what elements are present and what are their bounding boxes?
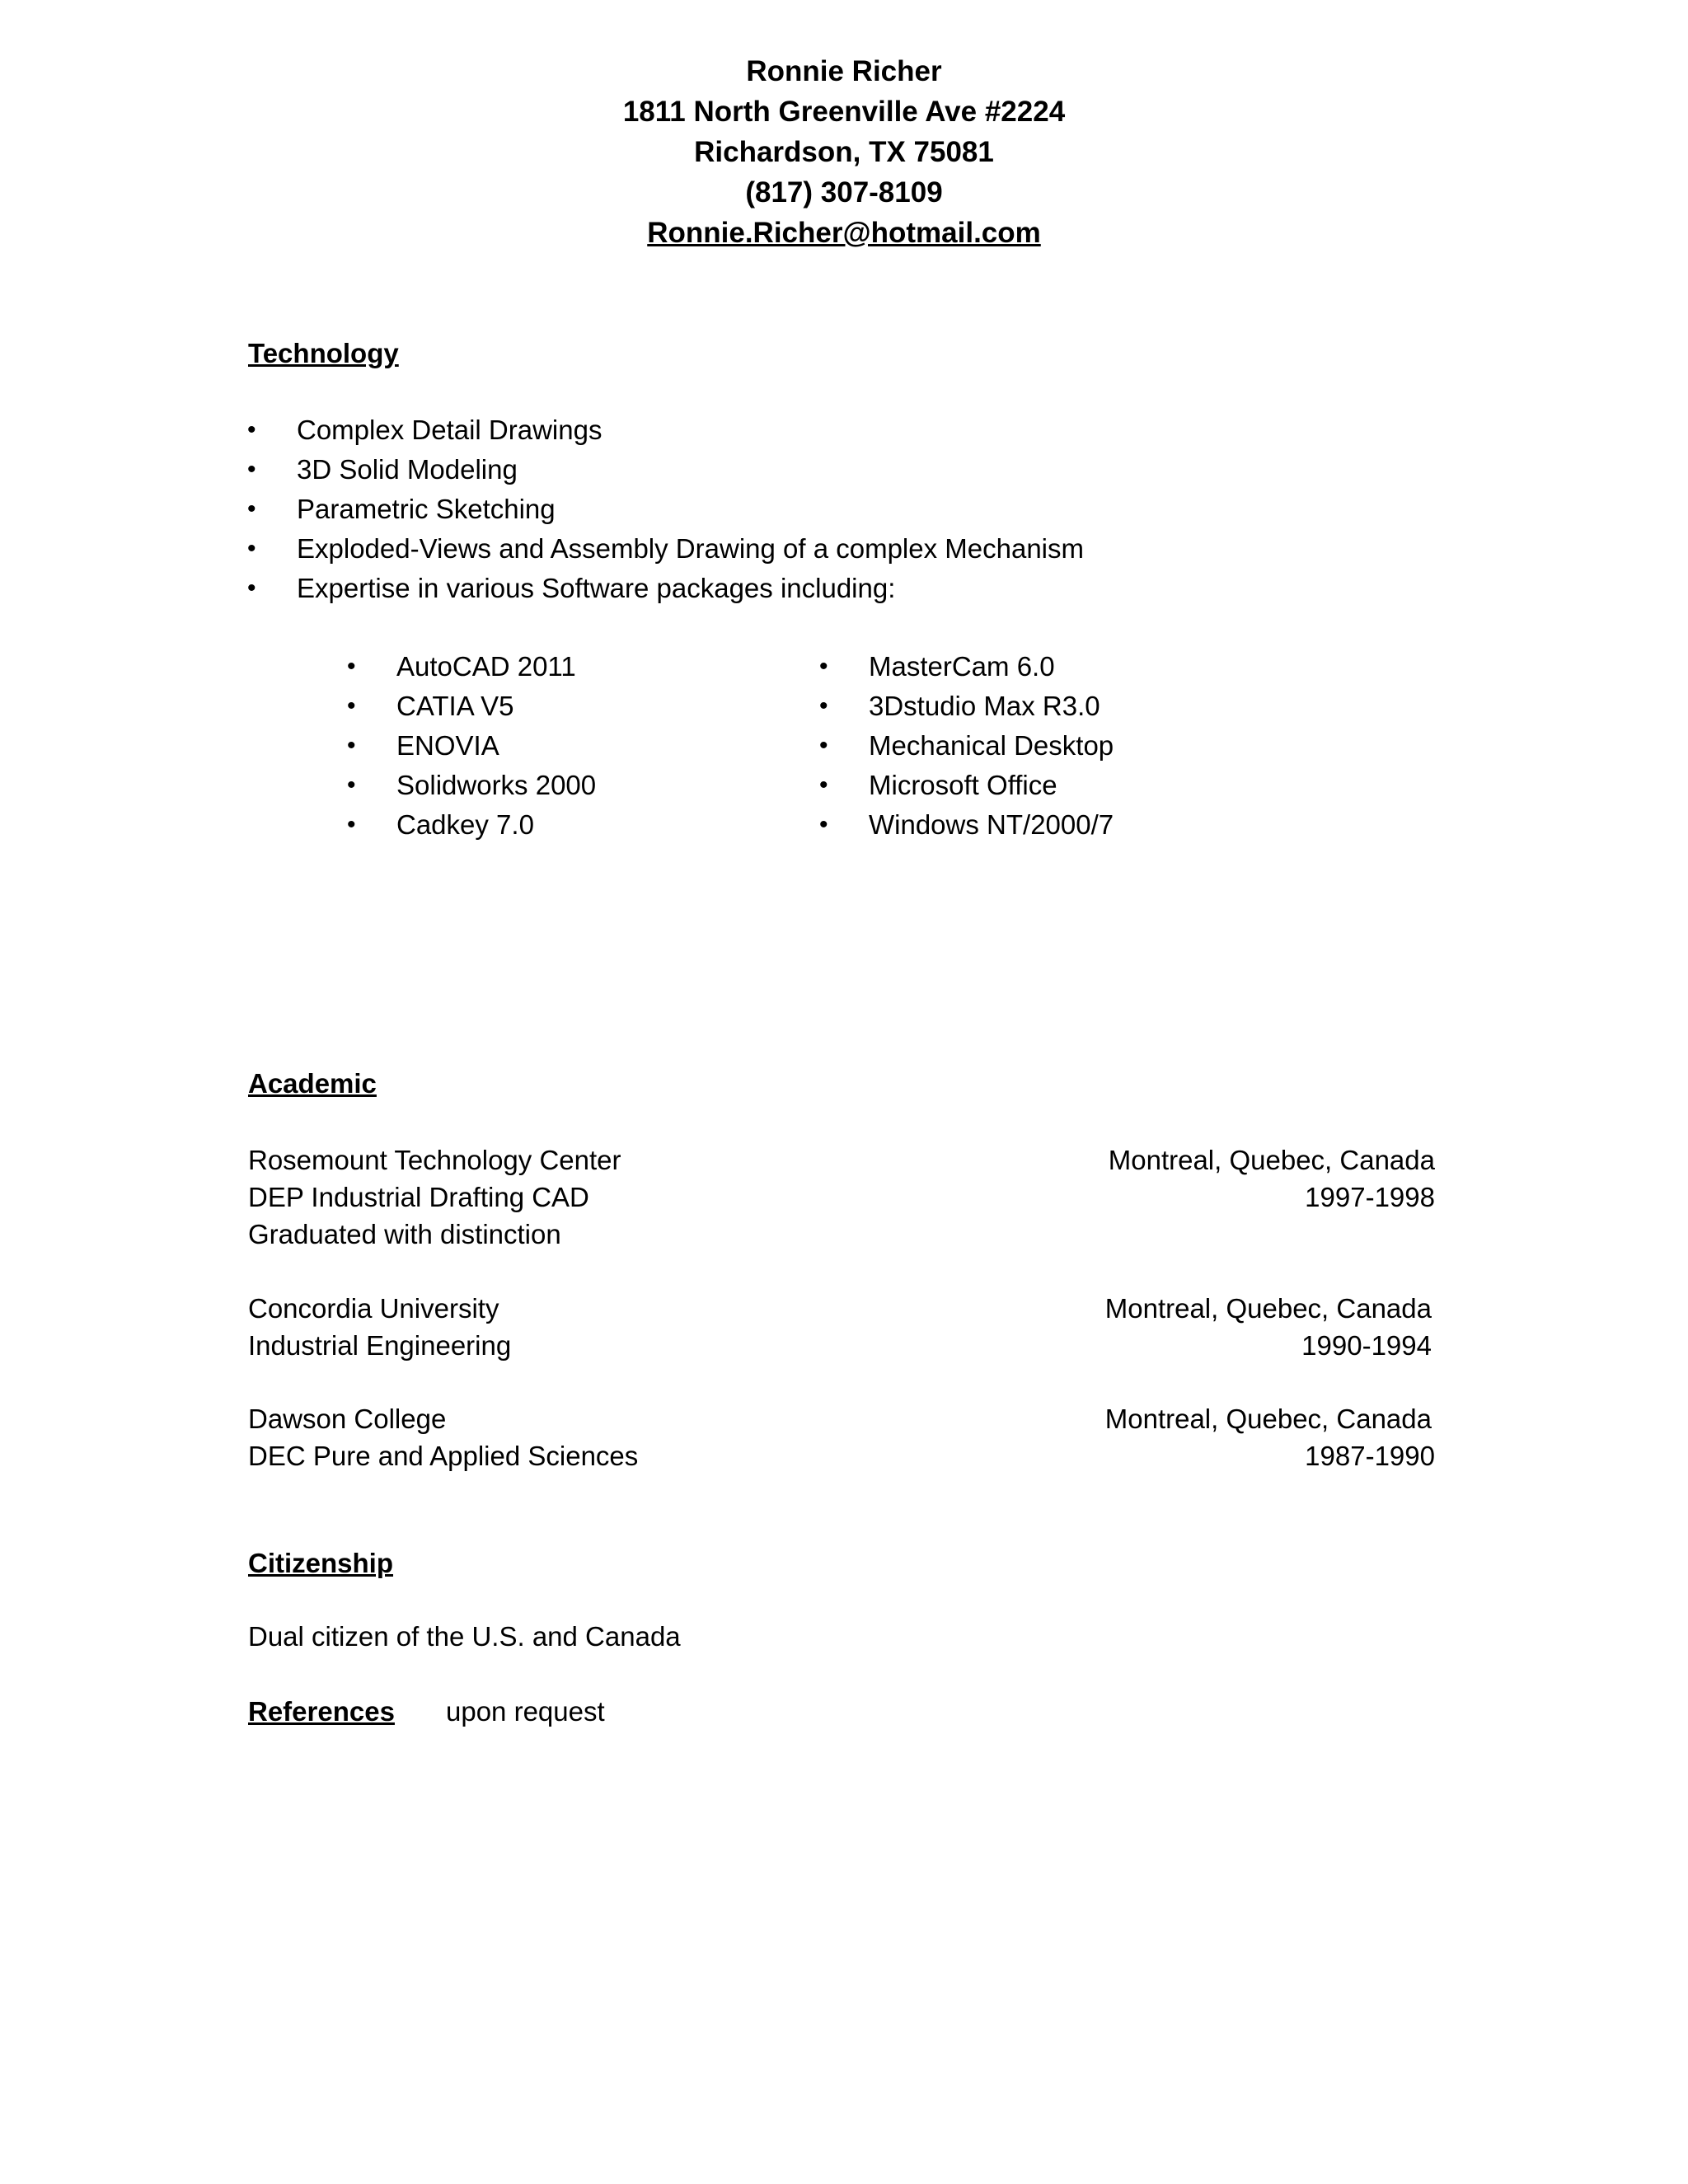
address-line-1: 1811 North Greenville Ave #2224 [622, 96, 1066, 128]
bullet-icon: • [347, 811, 356, 838]
references-text: upon request [446, 1696, 605, 1727]
references-heading: References [248, 1696, 395, 1727]
bullet-icon: • [347, 653, 356, 680]
program-name: DEC Pure and Applied Sciences [248, 1441, 639, 1471]
list-item: • Solidworks 2000 [396, 766, 596, 805]
list-item: • Mechanical Desktop [869, 726, 1114, 766]
list-item: • Exploded-Views and Assembly Drawing of a complex Mechanism [297, 529, 1084, 569]
bullet-icon: • [347, 771, 356, 799]
list-item: • Microsoft Office [869, 766, 1114, 805]
list-item: • Expertise in various Software packages including: [297, 569, 1084, 608]
program-name: Industrial Engineering [248, 1330, 512, 1361]
academic-heading: Academic [248, 1068, 377, 1099]
list-item: • Cadkey 7.0 [396, 805, 596, 845]
list-item: • Parametric Sketching [297, 490, 1084, 529]
applicant-name: Ronnie Richer [746, 55, 942, 87]
program-years: 1987-1990 [1305, 1441, 1435, 1471]
education-note: Graduated with distinction [248, 1219, 561, 1249]
education-entry [248, 1290, 1432, 1364]
bullet-icon: • [819, 811, 828, 838]
education-entry [248, 1141, 1435, 1253]
bullet-icon: • [819, 732, 828, 759]
list-item: • MasterCam 6.0 [869, 647, 1114, 687]
bullet-icon: • [247, 456, 256, 483]
technology-heading: Technology [248, 338, 399, 368]
bullet-icon: • [819, 692, 828, 719]
list-item: • ENOVIA [396, 726, 596, 766]
address-line-2: Richardson, TX 75081 [694, 136, 994, 168]
education-entry [248, 1400, 1435, 1474]
bullet-icon: • [347, 732, 356, 759]
bullet-icon: • [247, 535, 256, 562]
bullet-icon: • [819, 653, 828, 680]
school-location: Montreal, Quebec, Canada [1104, 1404, 1432, 1434]
references-row [248, 1696, 605, 1727]
technology-list [247, 410, 1085, 608]
list-item: • AutoCAD 2011 [396, 647, 596, 687]
phone-number: (817) 307-8109 [745, 176, 943, 209]
school-name: Concordia University [248, 1293, 499, 1324]
citizenship-text: Dual citizen of the U.S. and Canada [248, 1621, 681, 1652]
list-item: • Complex Detail Drawings [297, 410, 1084, 450]
list-item: • 3Dstudio Max R3.0 [869, 687, 1114, 726]
contact-header [0, 51, 1688, 253]
school-name: Rosemount Technology Center [248, 1145, 621, 1175]
school-location: Montreal, Quebec, Canada [1108, 1145, 1435, 1175]
bullet-icon: • [247, 416, 256, 443]
program-years: 1997-1998 [1305, 1182, 1435, 1212]
school-name: Dawson College [248, 1404, 447, 1434]
bullet-icon: • [347, 692, 356, 719]
list-item: • CATIA V5 [396, 687, 596, 726]
email-link[interactable]: Ronnie.Richer@hotmail.com [647, 217, 1041, 249]
citizenship-heading: Citizenship [248, 1548, 394, 1578]
school-location: Montreal, Quebec, Canada [1104, 1293, 1432, 1324]
program-name: DEP Industrial Drafting CAD [248, 1182, 589, 1212]
list-item: • Windows NT/2000/7 [869, 805, 1114, 845]
bullet-icon: • [247, 574, 256, 602]
list-item: • 3D Solid Modeling [297, 450, 1084, 490]
bullet-icon: • [247, 495, 256, 523]
bullet-icon: • [819, 771, 828, 799]
software-list-column-1 [347, 647, 597, 845]
software-list-column-2 [819, 647, 1114, 845]
program-years: 1990-1994 [1301, 1330, 1432, 1361]
